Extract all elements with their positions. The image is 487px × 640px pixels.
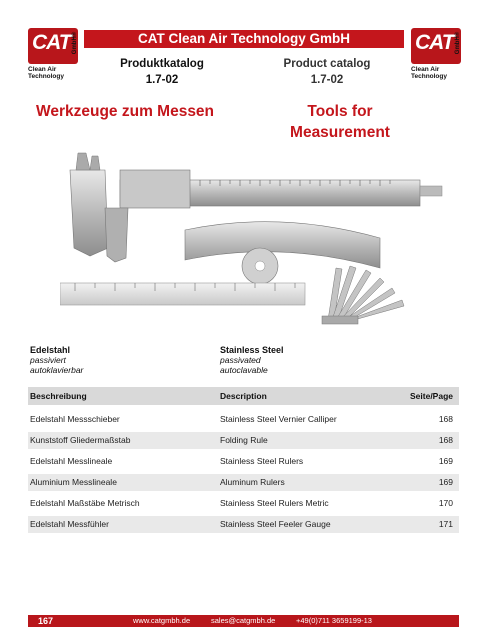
catalog-label-de [92,56,232,88]
material-name-de: Edelstahl [30,345,71,355]
catalog-title-en: Product catalog [283,58,371,70]
logo-gmbh: GmbH® [454,31,461,55]
row-description-de: Edelstahl Messfühler [30,519,109,529]
row-page: 170 [438,498,453,508]
row-description-de: Edelstahl Messlineale [30,456,113,466]
logo-gmbh: GmbH® [71,31,78,55]
phone-number: +49(0)711 3659199-13 [296,616,372,625]
catalog-title-de: Produktkatalog [120,58,204,70]
table-header [28,387,459,405]
company-banner: CAT Clean Air Technology GmbH [84,30,404,48]
logo-subtitle-line1: Clean Air [411,66,440,73]
material-info-de [30,345,83,375]
company-logo-right [411,28,463,80]
row-description-en: Aluminum Rulers [220,477,285,487]
page-footer [28,615,459,627]
table-row[interactable] [28,516,459,533]
table-row[interactable] [28,411,459,428]
logo-subtitle [411,66,463,80]
material-name-en: Stainless Steel [220,345,284,355]
catalog-label-en [257,56,397,88]
website-link[interactable]: www.catgmbh.de [133,616,191,625]
logo-text: CAT [415,31,454,54]
table-row[interactable] [28,453,459,470]
column-header-description-en: Description [220,391,267,401]
column-header-page: Seite/Page [410,391,453,401]
logo-text: CAT [32,31,71,54]
row-page: 171 [438,519,453,529]
row-description-en: Stainless Steel Feeler Gauge [220,519,331,529]
row-description-de: Kunststoff Gliedermaßstab [30,435,131,445]
logo-subtitle-line2: Technology [411,73,447,80]
row-page: 169 [438,456,453,466]
material-property-de-2: autoklavierbar [30,365,84,375]
logo-badge [411,28,461,64]
section-title-en [290,101,390,143]
table-row[interactable] [28,432,459,449]
material-property-en-1: passivated [220,355,261,365]
table-row[interactable] [28,495,459,512]
row-description-en: Stainless Steel Rulers Metric [220,498,329,508]
logo-subtitle [28,66,80,80]
row-description-en: Folding Rule [220,435,268,445]
row-description-de: Edelstahl Messschieber [30,414,120,424]
catalog-number-de: 1.7-02 [145,74,179,86]
aluminium-ruler-image [60,283,305,305]
company-logo-left [28,28,80,80]
row-description-en: Stainless Steel Vernier Calliper [220,414,337,424]
row-page: 168 [438,435,453,445]
material-property-en-2: autoclavable [220,365,268,375]
material-info-en [220,345,284,375]
catalog-number-en: 1.7-02 [310,74,344,86]
section-title-en-line2: Measurement [290,124,390,141]
logo-subtitle-line1: Clean Air [28,66,57,73]
material-property-de-1: passiviert [30,355,66,365]
email-link[interactable]: sales@catgmbh.de [211,616,276,625]
section-title-en-line1: Tools for [307,103,373,120]
row-description-de: Aluminium Messlineale [30,477,117,487]
section-title-de: Werkzeuge zum Messen [36,103,215,120]
row-page: 169 [438,477,453,487]
column-header-description-de: Beschreibung [30,391,87,401]
measuring-tools-photo [60,148,455,328]
row-description-en: Stainless Steel Rulers [220,456,304,466]
page-number: 167 [38,616,54,626]
feeler-gauge-image [322,266,404,324]
table-row[interactable] [28,474,459,491]
logo-subtitle-line2: Technology [28,73,64,80]
logo-badge [28,28,78,64]
row-description-de: Edelstahl Maßstäbe Metrisch [30,498,140,508]
row-page: 168 [438,414,453,424]
